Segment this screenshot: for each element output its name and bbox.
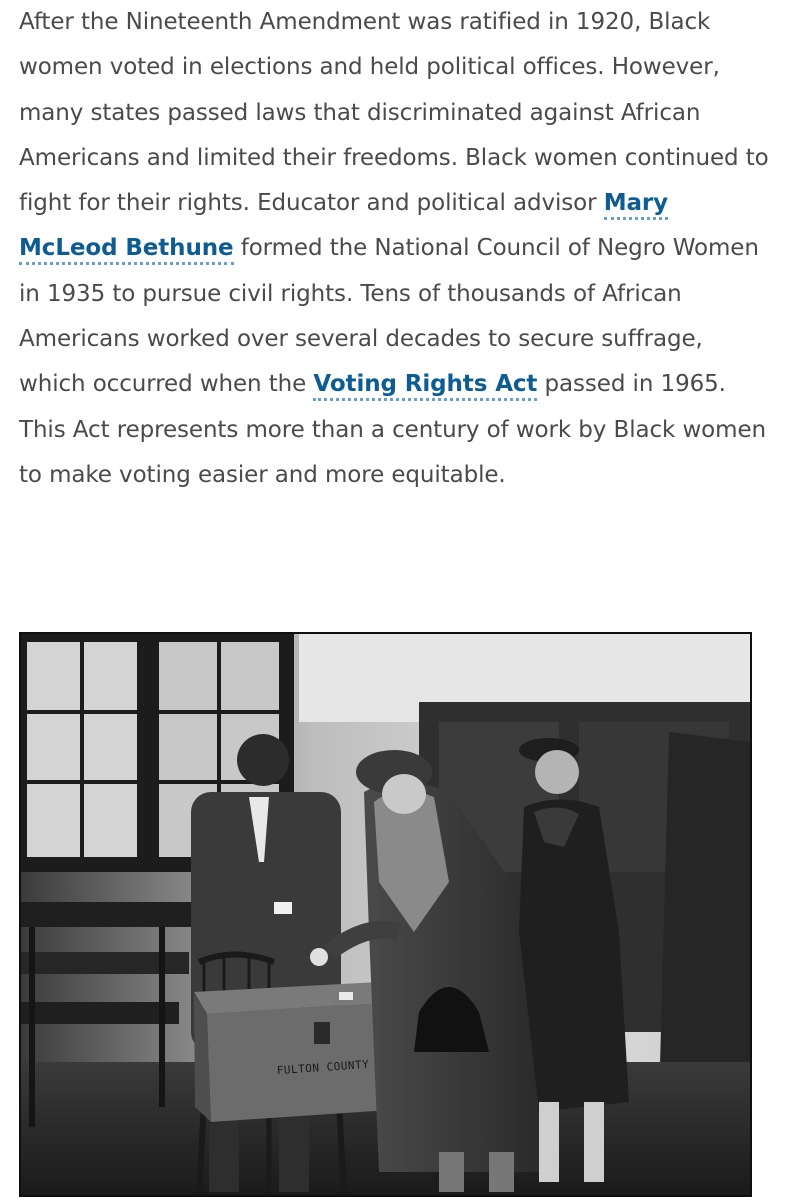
paragraph-text-2: formed the National Council of Negro Women in 1935 to pursue civil rights. Tens of thousands of African Americans worked over several decades to secure suffrage, which occurred when the	[19, 235, 759, 398]
link-voting-rights-act[interactable]: Voting Rights Act	[313, 371, 537, 401]
historical-voting-photo	[19, 632, 752, 1197]
paragraph-text-3: passed in 1965. This Act represents more than a century of work by Black women to make voting easier and more equitable.	[19, 371, 766, 488]
ballot-box-label: FULTON COUNTY	[276, 1057, 370, 1078]
link-mary-mcleod-bethune[interactable]: Mary McLeod Bethune	[19, 190, 668, 265]
paragraph-text-1: After the Nineteenth Amendment was ratified in 1920, Black women voted in elections and held political offices. However, many states passed laws that discriminated against African Americans and limited their freedoms. Black women continued to fight for their rights. Educator and political advisor	[19, 9, 769, 217]
photo-illustration	[19, 632, 752, 1197]
voting-booth	[659, 732, 752, 1112]
ballot-box	[194, 982, 391, 1122]
article-paragraph	[19, 0, 774, 498]
